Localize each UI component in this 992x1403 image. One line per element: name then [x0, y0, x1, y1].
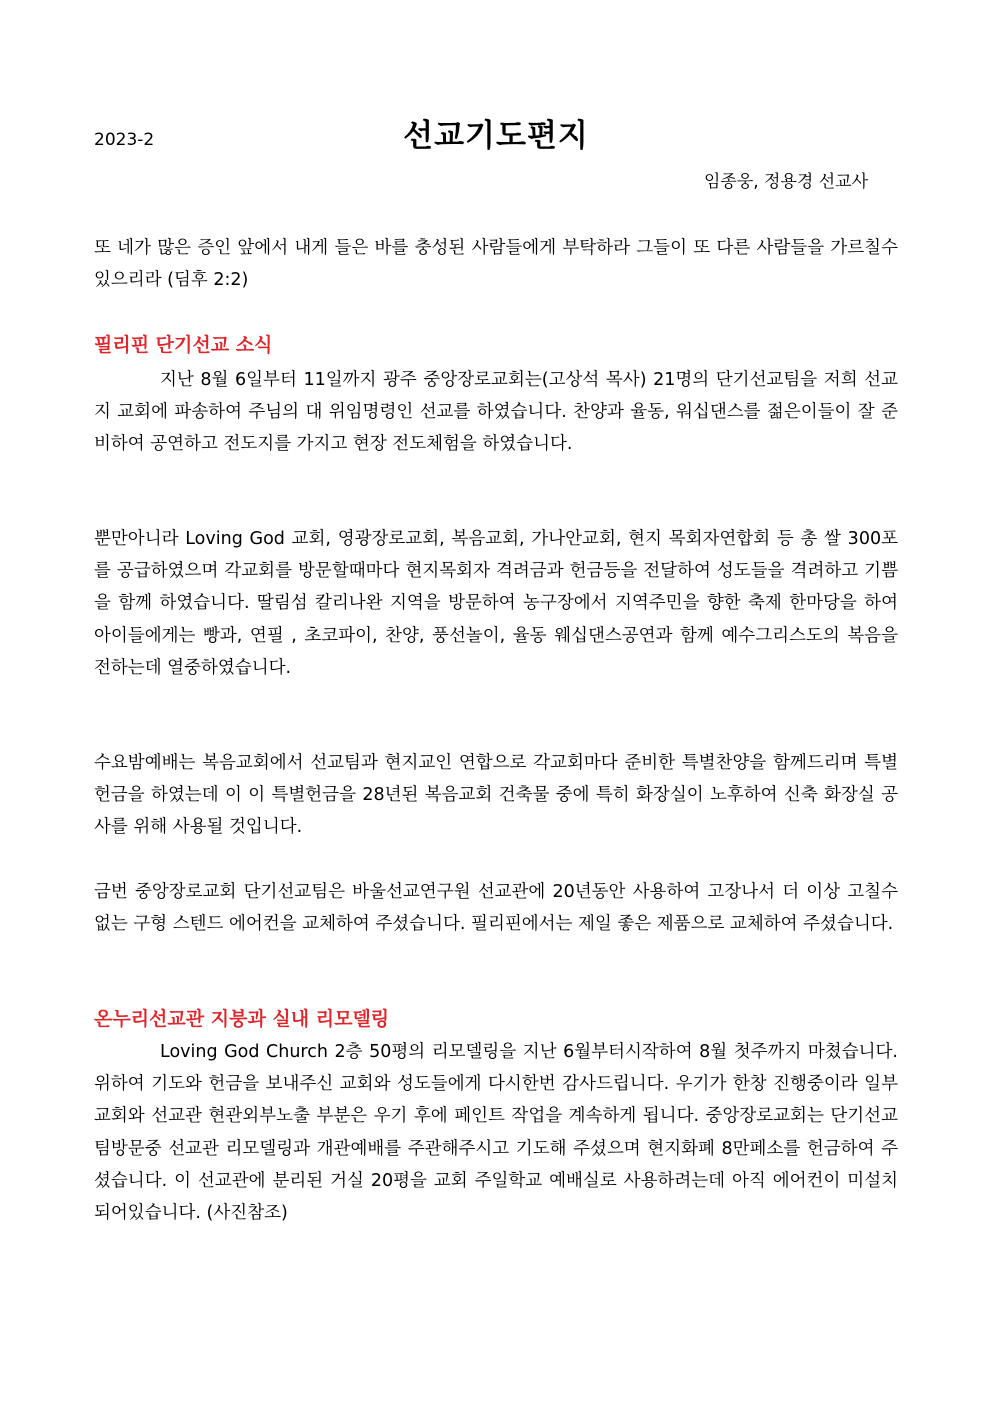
document-number: 2023-2 — [94, 130, 155, 150]
paragraph-air-conditioner: 금번 중앙장로교회 단기선교팀은 바울선교연구원 선교관에 20년동안 사용하여 고장나서 더 이상 고칠수 없는 구형 스텐드 에어컨을 교체하여 주셨습니다. 필리핀에서는 제일 좋은 제품으로 교체하여 주셨습니다. — [94, 882, 898, 935]
scripture-verse: 또 네가 많은 증인 앞에서 내게 들은 바를 충성된 사람들에게 부탁하라 그들이 또 다른 사람들을 가르칠수 있으리라 (딤후 2:2) — [94, 238, 898, 291]
paragraph-rice-supply: 뿐만아니라 Loving God 교회, 영광장로교회, 복음교회, 가나안교회, 현지 목회자연합회 등 총 쌀 300포를 공급하였으며 각교회를 방문할때마다 현지목회자 격려금과 헌금등을 전달하여 성도들을 격려하고 기쁨을 함께 하였습니다. 딸림섬 칼리나완 지역을 방문하여 농구장에서 지역주민을 향한 축제 한마당을 하여 아이들에게는 빵과, 연필 , 초코파이, 찬양, 풍선놀이, 율동 웨십댄스공연과 함께 예수그리스도의 복음을 전하는데 열중하였습니다. — [94, 529, 898, 678]
paragraph-wednesday-service: 수요밤예배는 복음교회에서 선교팀과 현지교인 연합으로 각교회마다 준비한 특별찬양을 함께드리며 특별헌금을 하였는데 이 이 특별헌금을 28년된 복음교회 건축물 중에 특히 화장실이 노후하여 신축 화장실 공사를 위해 사용될 것입니다. — [94, 753, 898, 838]
author-line: 임종웅, 정용경 선교사 — [703, 172, 868, 192]
section-heading-remodeling: 온누리선교관 지붕과 실내 리모델링 — [94, 1008, 390, 1030]
section-heading-short-term-mission: 필리핀 단기선교 소식 — [94, 334, 273, 356]
paragraph-remodeling: Loving God Church 2층 50평의 리모델링을 지난 6월부터시작하여 8월 첫주까지 마쳤습니다. 위하여 기도와 헌금을 보내주신 교회와 성도들에게 다시한번 감사드립니다. 우기가 한창 진행중이라 일부 교회와 선교관 현관외부노출 부분은 우기 후에 페인트 작업을 계속하게 됩니다. 중앙장로교회는 단기선교팀방문중 선교관 리모델링과 개관예배를 주관해주시고 기도해 주셨으며 현지화폐 8만페소를 헌금하여 주셨습니다. 이 선교관에 분리된 거실 20평을 교회 주일학교 예배실로 사용하려는데 아직 에어컨이 미설치 되어있습니다. (사진참조) — [94, 1042, 898, 1224]
paragraph-mission-team: 지난 8월 6일부터 11일까지 광주 중앙장로교회는(고상석 목사) 21명의 단기선교팀을 저희 선교지 교회에 파송하여 주님의 대 위임명령인 선교를 하였습니다. 찬양과 율동, 워십댄스를 젊은이들이 잘 준비하여 공연하고 전도지를 가지고 현장 전도체험을 하였습니다. — [94, 370, 898, 455]
page-title: 선교기도편지 — [403, 118, 589, 154]
